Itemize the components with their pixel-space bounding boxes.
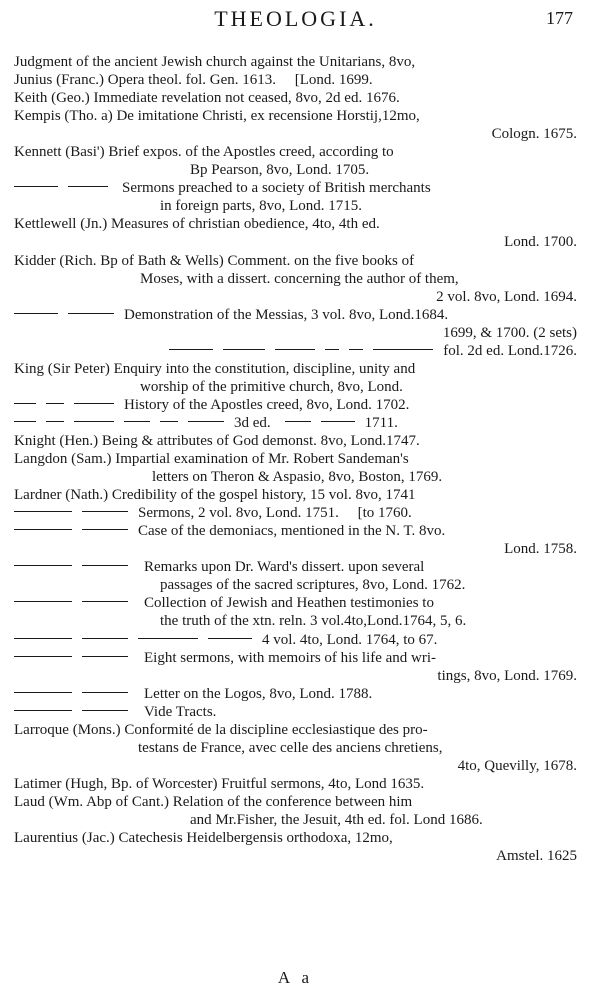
catalogue-line: the truth of the xtn. reln. 3 vol.4to,Lond.1764, 5, 6. [160, 613, 467, 630]
signature-mark: A a [277, 968, 314, 987]
ditto-dash [82, 565, 128, 566]
ditto-dash [82, 511, 128, 512]
catalogue-line: 4 vol. 4to, Lond. 1764, to 67. [14, 631, 577, 649]
catalogue-line: 4to, Quevilly, 1678. [457, 757, 577, 774]
ditto-dash [14, 710, 72, 711]
ditto-dash [82, 710, 128, 711]
catalogue-line: Kempis (Tho. a) De imitatione Christi, ex recensione Horstij,12mo, [14, 108, 420, 125]
ditto-dash [275, 349, 315, 350]
ditto-dash [74, 403, 114, 404]
ditto-dash [46, 421, 64, 422]
ditto-dash [223, 349, 265, 350]
ditto-dash [160, 421, 178, 422]
catalogue-line: 2 vol. 8vo, Lond. 1694. [436, 288, 577, 305]
catalogue-line: Kettlewell (Jn.) Measures of christian obedience, 4to, 4th ed. [14, 216, 380, 233]
ditto-dash [82, 692, 128, 693]
catalogue-line: Laurentius (Jac.) Catechesis Heidelbergensis orthodoxa, 12mo, [14, 830, 393, 847]
ditto-dash [14, 421, 36, 422]
catalogue-line: Cologn. 1675. [491, 126, 577, 143]
ditto-dash [14, 656, 72, 657]
catalogue-line: Langdon (Sam.) Impartial examination of Mr. Robert Sandeman's [14, 451, 409, 468]
catalogue-line: Collection of Jewish and Heathen testimonies to [14, 594, 577, 612]
catalogue-line: Letter on the Logos, 8vo, Lond. 1788. [14, 685, 577, 703]
ditto-dash [373, 349, 433, 350]
catalogue-line: Junius (Franc.) Opera theol. fol. Gen. 1613. [Lond. 1699. [14, 72, 373, 89]
ditto-dash [14, 511, 72, 512]
ditto-dash [14, 638, 72, 639]
catalogue-line: History of the Apostles creed, 8vo, Lond. 1702. [14, 396, 577, 414]
catalogue-line: Kidder (Rich. Bp of Bath & Wells) Comment. on the five books of [14, 252, 415, 269]
ditto-dash [14, 529, 72, 530]
catalogue-line: Sermons, 2 vol. 8vo, Lond. 1751. [to 1760. [14, 504, 577, 522]
ditto-dash [68, 313, 114, 314]
catalogue-line: passages of the sacred scriptures, 8vo, Lond. 1762. [160, 577, 466, 594]
ditto-dash [68, 186, 108, 187]
catalogue-line: tings, 8vo, Lond. 1769. [437, 667, 577, 684]
catalogue-line: Moses, with a dissert. concerning the author of them, [140, 270, 459, 287]
catalogue-line: in foreign parts, 8vo, Lond. 1715. [160, 198, 363, 215]
catalogue-line: testans de France, avec celle des anciens chretiens, [138, 739, 443, 756]
ditto-dash [82, 656, 128, 657]
catalogue-line: Eight sermons, with memoirs of his life and wri- [14, 649, 577, 667]
ditto-dash [124, 421, 150, 422]
ditto-dash [46, 403, 64, 404]
catalogue-line: Keith (Geo.) Immediate revelation not ceased, 8vo, 2d ed. 1676. [14, 90, 400, 107]
ditto-dash [349, 349, 363, 350]
ditto-dash [321, 421, 355, 422]
page-number: 177 [546, 8, 573, 28]
catalogue-line: fol. 2d ed. Lond.1726. [14, 342, 577, 360]
ditto-dash [188, 421, 224, 422]
ditto-dash [82, 601, 128, 602]
catalogue-line: Knight (Hen.) Being & attributes of God demonst. 8vo, Lond.1747. [14, 432, 420, 449]
page-header [14, 6, 577, 36]
catalogue-line: King (Sir Peter) Enquiry into the constitution, discipline, unity and [14, 360, 416, 377]
ditto-dash [14, 601, 72, 602]
catalogue-line: Demonstration of the Messias, 3 vol. 8vo, Lond.1684. [14, 306, 577, 324]
catalogue-line: 3d ed. 1711. [14, 414, 577, 432]
catalogue-line: Case of the demoniacs, mentioned in the N. T. 8vo. [14, 522, 577, 540]
ditto-dash [208, 638, 252, 639]
catalogue-line: Sermons preached to a society of British merchants [14, 179, 577, 197]
ditto-dash [14, 403, 36, 404]
catalogue-line: worship of the primitive church, 8vo, Lond. [140, 378, 403, 395]
catalogue-line: letters on Theron & Aspasio, 8vo, Boston, 1769. [152, 469, 443, 486]
ditto-dash [14, 186, 58, 187]
catalogue-line: Lond. 1758. [504, 541, 577, 558]
ditto-dash [14, 565, 72, 566]
catalogue-line: Lond. 1700. [504, 234, 577, 251]
catalogue-line: Laud (Wm. Abp of Cant.) Relation of the conference between him [14, 793, 413, 810]
catalogue-line: and Mr.Fisher, the Jesuit, 4th ed. fol. Lond 1686. [190, 811, 483, 828]
catalogue-line: Bp Pearson, 8vo, Lond. 1705. [190, 162, 370, 179]
ditto-dash [14, 692, 72, 693]
ditto-dash [14, 313, 58, 314]
ditto-dash [138, 638, 198, 639]
catalogue-line: Larroque (Mons.) Conformité de la discipline ecclesiastique des pro- [14, 721, 428, 738]
ditto-dash [74, 421, 114, 422]
catalogue-line: Lardner (Nath.) Credibility of the gospel history, 15 vol. 8vo, 1741 [14, 487, 416, 504]
ditto-dash [285, 421, 311, 422]
catalogue-line: Latimer (Hugh, Bp. of Worcester) Fruitful sermons, 4to, Lond 1635. [14, 775, 425, 792]
catalogue-line: 1699, & 1700. (2 sets) [442, 324, 577, 341]
ditto-dash [82, 529, 128, 530]
catalogue-entries [14, 53, 577, 865]
ditto-dash [325, 349, 339, 350]
ditto-dash [82, 638, 128, 639]
catalogue-line: Remarks upon Dr. Ward's dissert. upon several [14, 558, 577, 576]
catalogue-line: Amstel. 1625 [496, 848, 577, 865]
catalogue-line: Kennett (Basi') Brief expos. of the Apostles creed, according to [14, 144, 394, 161]
catalogue-line: Vide Tracts. [14, 703, 577, 721]
ditto-dash [169, 349, 213, 350]
running-title: THEOLOGIA. [214, 6, 377, 31]
catalogue-line: Judgment of the ancient Jewish church against the Unitarians, 8vo, [14, 54, 416, 70]
